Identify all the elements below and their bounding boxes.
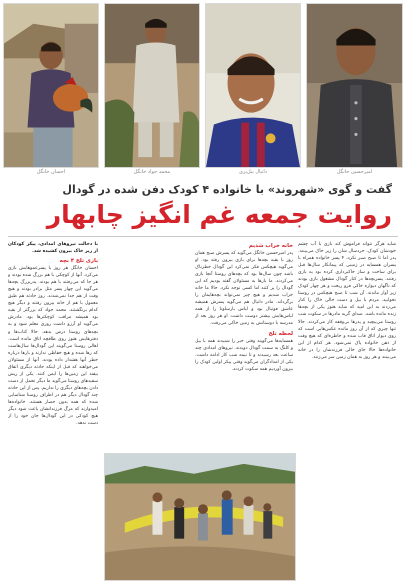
photo-caption: دانیال بیل‌بری xyxy=(238,169,267,175)
subheading: خانه خراب شدیم xyxy=(248,243,293,249)
column-right xyxy=(298,241,396,581)
photo-boy-portrait-image xyxy=(307,4,402,167)
photo-boy-with-rooster-image xyxy=(4,4,98,167)
article-paragraph: احسان خانگل هر روز با پسرعموهایش بازی می‌کرد. آنها از کوچکی با هم بزرگ شده بودند و هر جا که می‌رفتند با هم بودند. پدربزرگ بچه‌ها می‌گوید این چهار پسر مثل برادر بودند و هیچ وقت از هم جدا نمی‌شدند. روز حادثه هم طبق معمول با هم از خانه بیرون رفتند و دیگر هیچ کدام برنگشتند. محمد جواد که بزرگتر از بقیه بود همیشه مراقب کوچکترها بود. مادرش می‌گوید او آرزو داشت روزی معلم شود و به بچه‌های روستا درس بدهد. حالا کتاب‌ها و دفترهایش هنوز روی طاقچه اتاق مانده است. اهالی روستا می‌گویند این گودال‌ها سال‌هاست که رها شده و هیچ حفاظی ندارند و بارها درباره خطر آنها هشدار داده بودند. آنها از مسئولان می‌خواهند که قبل از اینکه حادثه دیگری اتفاق بیفتد این زمین‌ها را ایمن کنند. یکی از ریش سفیدهای روستا می‌گوید ما دیگر تحمل از دست دادن بچه‌های دیگری را نداریم. پس از این حادثه چند گودال دیگر هم در اطراف روستا شناسایی شده که همه بدون حصار هستند. خانواده‌ها امیدوارند که مرگ فرزندانشان باعث شود دیگر هیچ کودکی در این گودال‌ها جان خود را از دست ندهد. xyxy=(8,266,98,427)
intro-paragraph: با دخالت نیروهای امدادی، پیکر کودکان از زیر خاک بیرون کشیده شد. xyxy=(8,242,98,255)
photo-boy-with-rooster xyxy=(3,3,99,168)
article-paragraph: همسایه‌ها می‌گویند وقتی خبر را شنیدند همه با بیل و کلنگ به سمت گودال دویدند. نیروهای امدادی چند ساعت بعد رسیدند و تا نیمه شب کار ادامه داشت. یکی از امدادگران می‌گوید وقتی پیکر اولین کودک را بیرون آوردیم همه سکوت کردند. xyxy=(195,338,293,372)
photo-caption: محمد جواد خانگل xyxy=(133,169,171,175)
column-left xyxy=(8,241,98,581)
subheading: بازی تلخ ۴ بچه xyxy=(59,258,98,265)
article-kicker: گفت و گوی «شهروند» با خانواده ۴ کودک دفن شده در گودال xyxy=(62,183,392,196)
photo-boy-standing xyxy=(104,3,200,168)
subheading: لحظه تلخ xyxy=(268,330,293,337)
photo-rescue-scene-image xyxy=(105,454,295,580)
photo-boy-smiling xyxy=(205,3,301,168)
headline-divider xyxy=(8,236,398,237)
photo-boy-portrait xyxy=(306,3,403,168)
column-middle xyxy=(195,241,293,449)
article-paragraph: پدر امیرحسین خانگل می‌گوید که پسرش صبح همان روز با بقیه بچه‌ها برای بازی بیرون رفته بود. او می‌گوید هیچکس فکر نمی‌کرد این گودال خطرناک باشد چون سال‌ها بود که بچه‌های روستا آنجا بازی می‌کردند. ما بارها به مسئولان گفته بودیم که این گودال را پر کنند اما کسی توجه نکرد. حالا ما خانه خراب شدیم و هیچ چیز نمی‌تواند بچه‌هایمان را برگرداند. مادر دانیال هم می‌گوید پسرش همیشه عاشق فوتبال بود و لباس بارسلونا را از همه لباس‌هایش بیشتر دوست داشت. او هر روز بعد از مدرسه با دوستانش به زمین خاکی می‌رفت. xyxy=(195,251,293,327)
photo-caption: احسان خانگل xyxy=(36,169,66,175)
photo-caption: امیرحسین خانگل xyxy=(336,169,373,175)
photo-rescue-scene xyxy=(104,453,296,581)
photo-boy-smiling-image xyxy=(206,4,300,167)
article-paragraph: شاید هرگز نتواند فراموش کند بازی با آب چشم خودشان کودک، خردسال شان را زیر خاک می‌بینند. پدر اما تا صبح صبر نکرد، ۴ پسر خانواده همراه با پسران همسایه در زمینی که پیمانکار سال‌ها قبل برای ساخت و ساز خاکبرداری کرده بود به بازی رفتند. پسربچه‌ها در کنار گودال مشغول بازی بودند که ناگهان دیواره خاکی فرو ریخت و هر چهار کودک زیر آوار ماندند. آن شب تا صبح هیچکس در روستا نخوابید. مردم با بیل و دست خالی خاک را کنار می‌زدند به این امید که شاید هنوز یکی از بچه‌ها زنده مانده باشد. صدای گریه مادرها در سکوت شب روستا می‌پیچید و پدرها بی‌وقفه کار می‌کردند. حالا تنها چیزی که از آن روز مانده عکس‌هایی است که روی دیوار اتاق قاب شده و خاطره‌ای که هیچ وقت از ذهن خانواده پاک نمی‌شود. هر کدام از این خانواده‌ها حالا جای خالی فرزندشان را در خانه می‌بینند و هر روز به همان زمین سر می‌زنند. xyxy=(298,242,396,360)
photo-boy-standing-image xyxy=(105,4,199,167)
article-headline: روایت جمعه غم انگیز چابهار xyxy=(46,200,392,229)
